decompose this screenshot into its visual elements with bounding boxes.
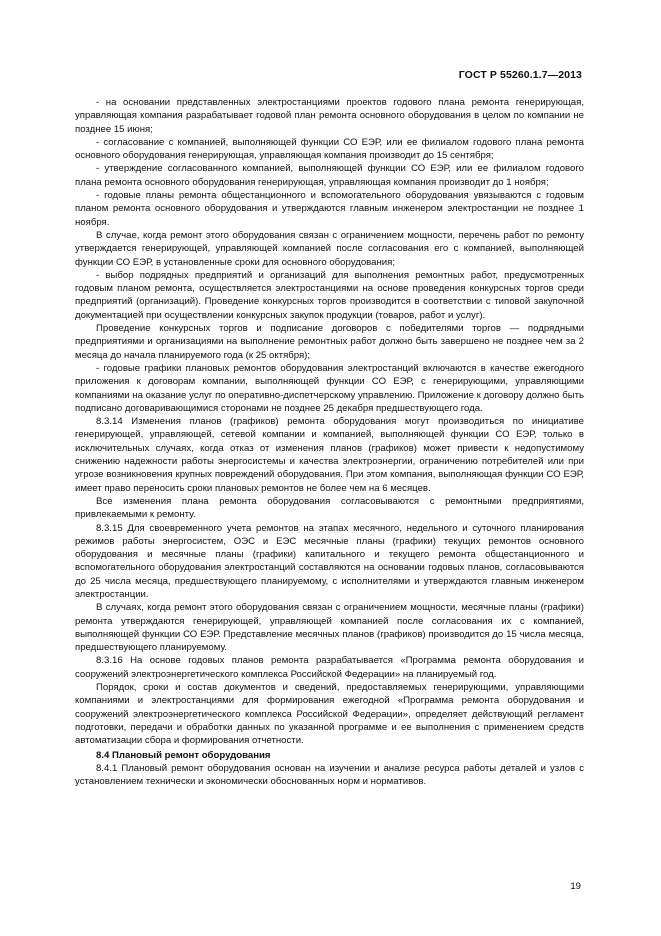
body-paragraph: - выбор подрядных предприятий и организаций для выполнения ремонтных работ, предусмотренных годовым планом ремонта, осуществляется электростанциями на основе проведения конкурсных торгов среди предприятий (организаций). Проведение конкурсных торгов производится в соответствии с типовой закупочной документацией при осуществлении конкурсных закупок продукции (товаров, работ и услуг).: [75, 269, 584, 321]
body-paragraph: - годовые графики плановых ремонтов оборудования электростанций включаются в качестве ежегодного приложения к договорам компании, выполняющей функции СО ЕЭР, с генерирующими, управляющими компаниями на оказание услуг по оперативно-диспетчерскому управлению. Приложение к договору должно быть подписано договаривающимися сторонами не позднее 25 декабря предшествующего года.: [75, 362, 584, 414]
body-paragraph: - согласование с компанией, выполняющей функции СО ЕЭР, или ее филиалом годового плана ремонта основного оборудования генерирующая, управляющая компания производит до 15 сентября;: [75, 136, 584, 162]
body-paragraph: Проведение конкурсных торгов и подписание договоров с победителями торгов — подрядными предприятиями и организациями на выполнение ремонтных работ должно быть завершено не позднее чем за 2 месяца до начала планируемого года (к 25 октября);: [75, 323, 584, 361]
body-paragraph: - годовые планы ремонта общестанционного и вспомогательного оборудования увязываются с годовым планом ремонта основного оборудования и утверждаются главным инженером электростанции не позднее 1 ноября.: [75, 190, 584, 228]
body-paragraph: Порядок, сроки и состав документов и сведений, предоставляемых генерирующими, управляющими компаниями и электростанциями для формирования ежегодной «Программа ремонта оборудования и сооружений электроэнергетического комплекса Российской Федерации», определяет действующий регламент подготовки, передачи и обработки данных по указанной программе и ее выполнения с применением средств автоматизации сбора и формирования отчетности.: [75, 682, 584, 747]
body-paragraph: 8.4.1 Плановый ремонт оборудования основан на изучении и анализе ресурса работы деталей и узлов с установлением технически и экономически обоснованных норм и нормативов.: [75, 762, 584, 788]
body-paragraph: 8.3.16 На основе годовых планов ремонта разрабатывается «Программа ремонта оборудования и сооружений электроэнергетического комплекса Российской Федерации» на планируемый год.: [75, 655, 584, 680]
body-paragraph: В случаях, когда ремонт этого оборудования связан с ограничением мощности, месячные планы (графики) ремонта утверждаются генерирующей, управляющей компанией после согласования их с компанией, выполняющей функции СО ЕЭР. Представление месячных планов (графиков) производится до 15 числа месяца, предшествующего планируемому.: [75, 602, 584, 654]
section-heading: 8.4 Плановый ремонт оборудования: [96, 749, 271, 761]
page-number: 19: [570, 881, 581, 892]
body-paragraph: В случае, когда ремонт этого оборудования связан с ограничением мощности, перечень работ по ремонту утверждается генерирующей, управляющей компанией после согласования его с компанией, выполняющей функции СО ЕЭР, в установленные сроки для основного оборудования;: [75, 229, 584, 268]
body-paragraph: - утверждение согласованного компанией, выполняющей функции СО ЕЭР, или ее филиалом годового плана ремонта основного оборудования генерирующая, управляющая компания производит до 1 ноября;: [75, 163, 584, 188]
document-header: ГОСТ Р 55260.1.7—2013: [458, 69, 582, 81]
body-paragraph: Все изменения плана ремонта оборудования согласовываются с ремонтными предприятиями, привлекаемыми к ремонту.: [75, 495, 584, 521]
body-paragraph: - на основании представленных электростанциями проектов годового плана ремонта генерирующая, управляющая компания разрабатывает годовой план ремонта основного оборудования в целом по компании не позднее 15 июня;: [75, 97, 584, 135]
body-paragraph: 8.3.14 Изменения планов (графиков) ремонта оборудования могут производиться по инициативе генерирующей, управляющей, сетевой компании и компанией, выполняющей функции СО ЕЭР, только в исключительных случаях, когда отказ от изменения планов (графиков) может привести к недопустимому снижению надежности работы энергосистемы и качества электроэнергии, ограничению потребителей или при угрозе возникновения крупных повреждений оборудования. При этом компания, выполняющая функции СО ЕЭР, имеет право переносить сроки плановых ремонтов не более чем на 6 месяцев.: [75, 416, 584, 494]
body-paragraph: 8.3.15 Для своевременного учета ремонтов на этапах месячного, недельного и суточного планирования режимов работы энергосистем, ОЭС и ЕЭС месячные планы (графики) текущих ремонтов основного оборудования и месячные планы (графики) капитального и текущего ремонта общестанционного и вспомогательного оборудования электростанций составляются на основании годовых планов, согласовываются до 25 числа месяца, предшествующего планируемому, с исполнителями и утверждаются главным инженером электростанции.: [75, 522, 584, 600]
document-body: [75, 96, 584, 788]
